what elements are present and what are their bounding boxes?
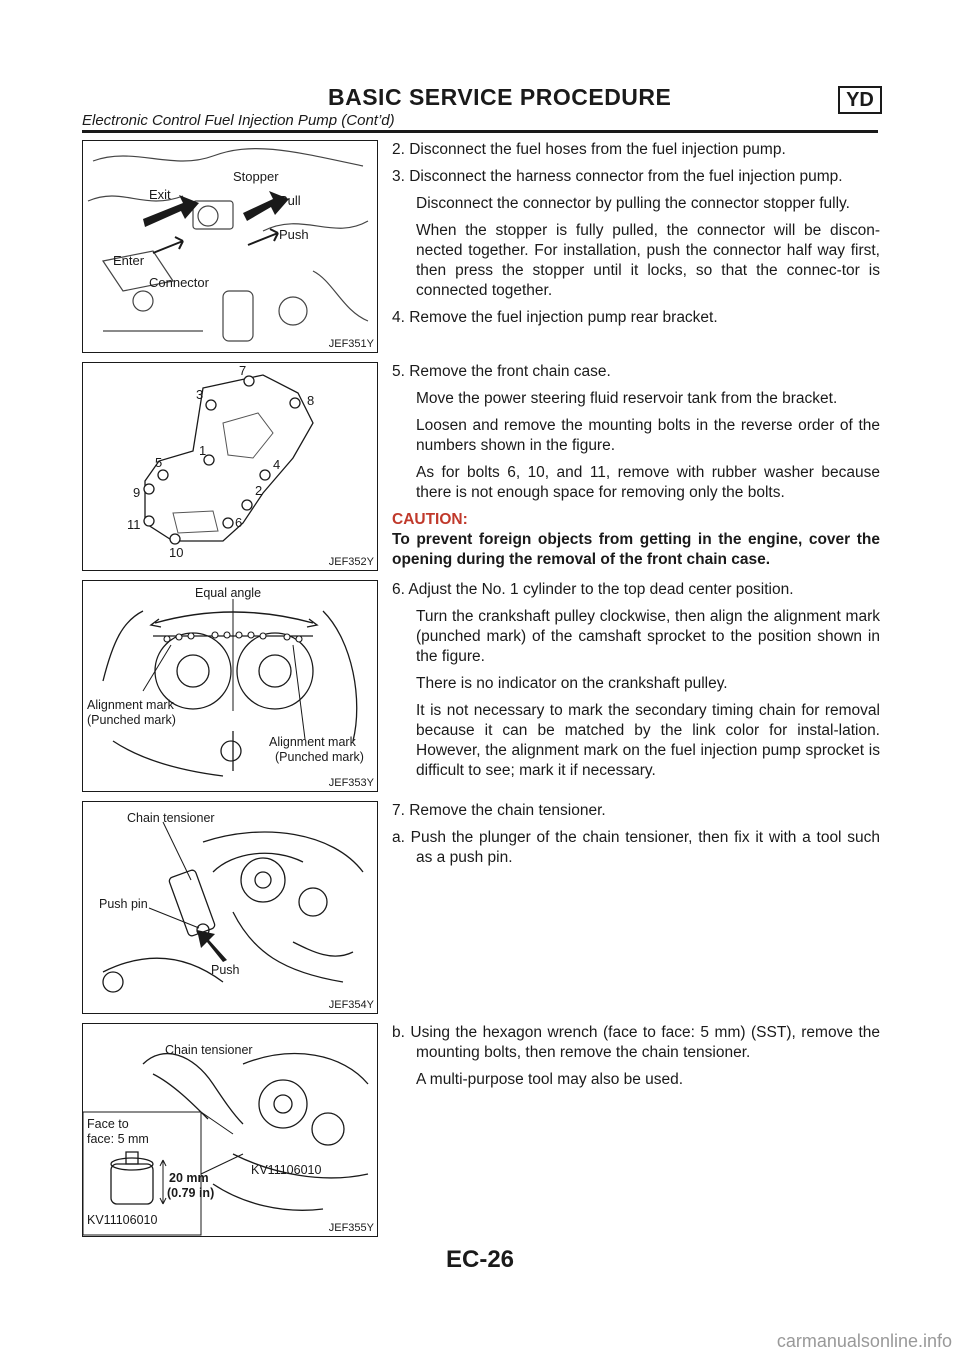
label-face-to: Face to [87, 1117, 129, 1131]
step-7a: a. Push the plunger of the chain tensioner, then fix it with a tool such as a push pin. [392, 829, 880, 866]
bolt-label-7: 7 [239, 363, 247, 378]
text-block-step-6 [392, 580, 880, 788]
engine-badge: YD [838, 86, 882, 114]
bolt-label-9: 9 [133, 485, 141, 500]
figure-jef351y [82, 140, 378, 353]
figure-id: JEF355Y [328, 1222, 374, 1234]
step-2: 2. Disconnect the fuel hoses from the fuel injection pump. [392, 141, 786, 158]
label-punched-mark-right: (Punched mark) [275, 750, 364, 764]
figure-id: JEF352Y [328, 556, 374, 568]
label-enter: Enter [113, 253, 145, 268]
figure-jef352y [82, 362, 378, 571]
label-punched-mark-left: (Punched mark) [87, 713, 176, 727]
step-7: 7. Remove the chain tensioner. [392, 802, 606, 819]
text-block-steps-2-4 [392, 140, 880, 335]
label-kv-tool-left: KV11106010 [87, 1213, 158, 1227]
step-3-note-b: When the stopper is fully pulled, the connector will be discon-nected together. For installation, push the connector half way first, then press the stopper until it locks, so that the connec-tor is connected together. [416, 222, 880, 299]
figure-id: JEF351Y [328, 338, 374, 350]
bolt-label-1: 1 [199, 443, 207, 458]
caution-body: To prevent foreign objects from getting in the engine, cover the opening during the removal of the front chain case. [392, 531, 880, 568]
step-5-note-a: Move the power steering fluid reservoir tank from the bracket. [416, 390, 838, 407]
text-block-step-7b [392, 1023, 880, 1097]
enter-arrow-icon [153, 237, 183, 253]
label-push: Push [279, 227, 309, 242]
text-block-step-7 [392, 801, 880, 875]
label-stopper: Stopper [233, 169, 279, 184]
label-equal-angle: Equal angle [195, 586, 262, 600]
push-arrow-icon [248, 229, 278, 245]
bolt-label-6: 6 [235, 515, 243, 530]
step-6-note-c: It is not necessary to mark the secondary timing chain for removal because it can be matched by the link color for instal-lation. However, the alignment mark on the fuel injection pump sprocket is difficult to see; mark it if necessary. [416, 702, 880, 779]
bolt-label-5: 5 [155, 455, 163, 470]
bolt-label-8: 8 [307, 393, 315, 408]
push-arrow-icon [197, 930, 227, 962]
figure-id: JEF353Y [328, 777, 374, 789]
figure-jef355y [82, 1023, 378, 1237]
label-chain-tensioner: Chain tensioner [127, 811, 215, 825]
caution-heading: CAUTION: [392, 511, 468, 528]
step-6-note-b: There is no indicator on the crankshaft pulley. [416, 675, 728, 692]
text-block-step-5 [392, 362, 880, 570]
step-7b-note: A multi-purpose tool may also be used. [416, 1071, 684, 1088]
bolt-label-2: 2 [255, 483, 263, 498]
label-alignment-mark-right: Alignment mark [269, 735, 356, 749]
label-push: Push [211, 963, 240, 977]
label-079in: (0.79 in) [167, 1186, 215, 1200]
label-push-pin: Push pin [99, 897, 148, 911]
label-pull: Pull [279, 193, 301, 208]
label-20mm: 20 mm [169, 1171, 209, 1185]
chain-tensioner-illustration [83, 802, 377, 1013]
figure-jef354y [82, 801, 378, 1014]
hexagon-wrench-illustration [83, 1024, 377, 1236]
page-subtitle: Electronic Control Fuel Injection Pump (Cont’d) [82, 112, 395, 129]
step-6: 6. Adjust the No. 1 cylinder to the top dead center position. [392, 581, 794, 598]
step-7b: b. Using the hexagon wrench (face to face: 5 mm) (SST), remove the mounting bolts, then remove the chain tensioner. [392, 1024, 880, 1061]
page-title: BASIC SERVICE PROCEDURE [328, 84, 672, 110]
step-5-note-b: Loosen and remove the mounting bolts in the reverse order of the numbers shown in the figure. [416, 417, 880, 454]
bolt-order-illustration [83, 363, 377, 570]
connector-illustration [83, 141, 377, 352]
bolt-label-10: 10 [169, 545, 184, 560]
step-5-note-c: As for bolts 6, 10, and 11, remove with rubber washer because there is not enough space for removing only the bolts. [416, 464, 880, 501]
bolt-label-4: 4 [273, 457, 281, 472]
timing-marks-illustration [83, 581, 377, 791]
label-chain-tensioner: Chain tensioner [165, 1043, 253, 1057]
figure-id: JEF354Y [328, 999, 374, 1011]
step-3: 3. Disconnect the harness connector from the fuel injection pump. [392, 168, 843, 185]
label-exit: Exit [149, 187, 171, 202]
figure-jef353y [82, 580, 378, 792]
bolt-label-11: 11 [127, 517, 141, 532]
label-alignment-mark-left: Alignment mark [87, 698, 174, 712]
step-3-note-a: Disconnect the connector by pulling the connector stopper fully. [416, 195, 850, 212]
label-kv-tool-right: KV11106010 [251, 1163, 322, 1177]
watermark: carmanualsonline.info [776, 1331, 952, 1351]
label-connector: Connector [149, 275, 209, 290]
bolt-label-3: 3 [196, 387, 204, 402]
header-rule [82, 130, 878, 133]
label-face-5mm: face: 5 mm [87, 1132, 149, 1146]
step-5: 5. Remove the front chain case. [392, 363, 611, 380]
step-6-note-a: Turn the crankshaft pulley clockwise, then align the alignment mark (punched mark) of the camshaft sprocket to the position shown in the figure. [416, 608, 880, 665]
page-number: EC-26 [445, 1246, 515, 1273]
step-4: 4. Remove the fuel injection pump rear bracket. [392, 309, 718, 326]
